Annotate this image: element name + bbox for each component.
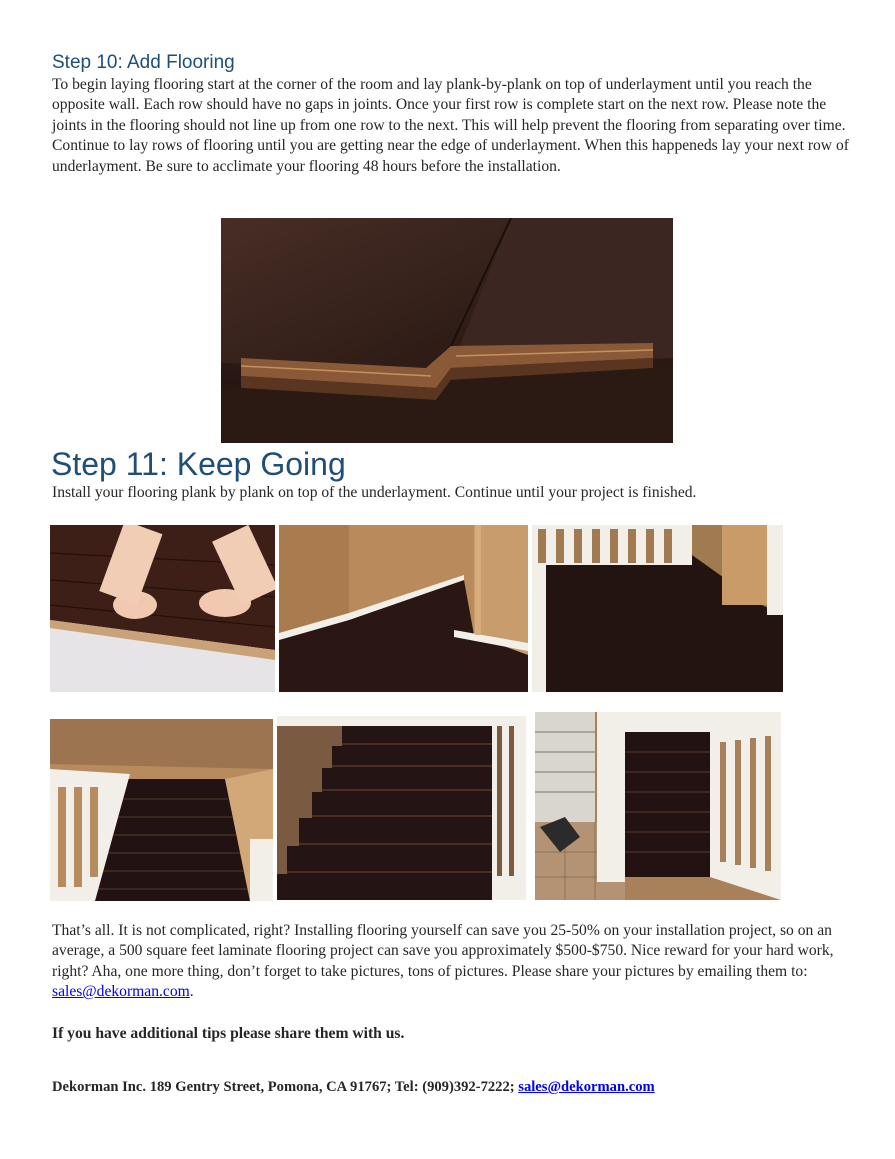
stairs-top-view-photo [50, 719, 273, 901]
step10-heading: Step 10: Add Flooring [52, 52, 235, 73]
staircase-landing-photo [535, 712, 781, 900]
room-corner-photo [279, 525, 528, 692]
closing-email-link[interactable]: sales@dekorman.com [52, 983, 190, 1001]
footer-address: Dekorman Inc. 189 Gentry Street, Pomona, CA 91767; Tel: (909)392-7222; [52, 1079, 519, 1095]
closing-text: That’s all. It is not complicated, right? Installing flooring yourself can save you 25-50% on your installation project, so on an average, a 500 square feet laminate flooring project can save you approximately $500-$750. Nice reward for your hard work, right? Aha, one more thing, don’t forget to take pictures, tons of pictures. Please share your pictures by emailing them to: [52, 922, 834, 980]
step11-body: Install your flooring plank by plank on top of the underlayment. Continue until your project is finished. [52, 484, 697, 501]
step11-heading: Step 11: Keep Going [51, 446, 346, 482]
step10-body: To begin laying flooring start at the corner of the room and lay plank-by-plank on top of underlayment until you reach the opposite wall. Each row should have no gaps in joints. Once your first row is complete start on the next row. Please note the joints in the flooring should not line up from one row to the next. This will help prevent the flooring from separating over time. Continue to lay rows of flooring until you are getting near the edge of underlayment. When this happeneds lay your next row of underlayment. Be sure to acclimate your flooring 48 hours before the installation. [52, 76, 849, 175]
closing-period: . [189, 983, 194, 1001]
hallway-railing-photo [532, 525, 783, 692]
installing-plank-photo [50, 525, 275, 692]
closing-paragraph [52, 921, 852, 1003]
footer-email-link[interactable]: sales@dekorman.com [518, 1079, 655, 1095]
stairs-front-view-photo [277, 716, 526, 900]
company-footer [52, 1077, 655, 1097]
tips-note: If you have additional tips please share them with us. [52, 1025, 405, 1042]
plank-closeup-photo [221, 218, 673, 443]
